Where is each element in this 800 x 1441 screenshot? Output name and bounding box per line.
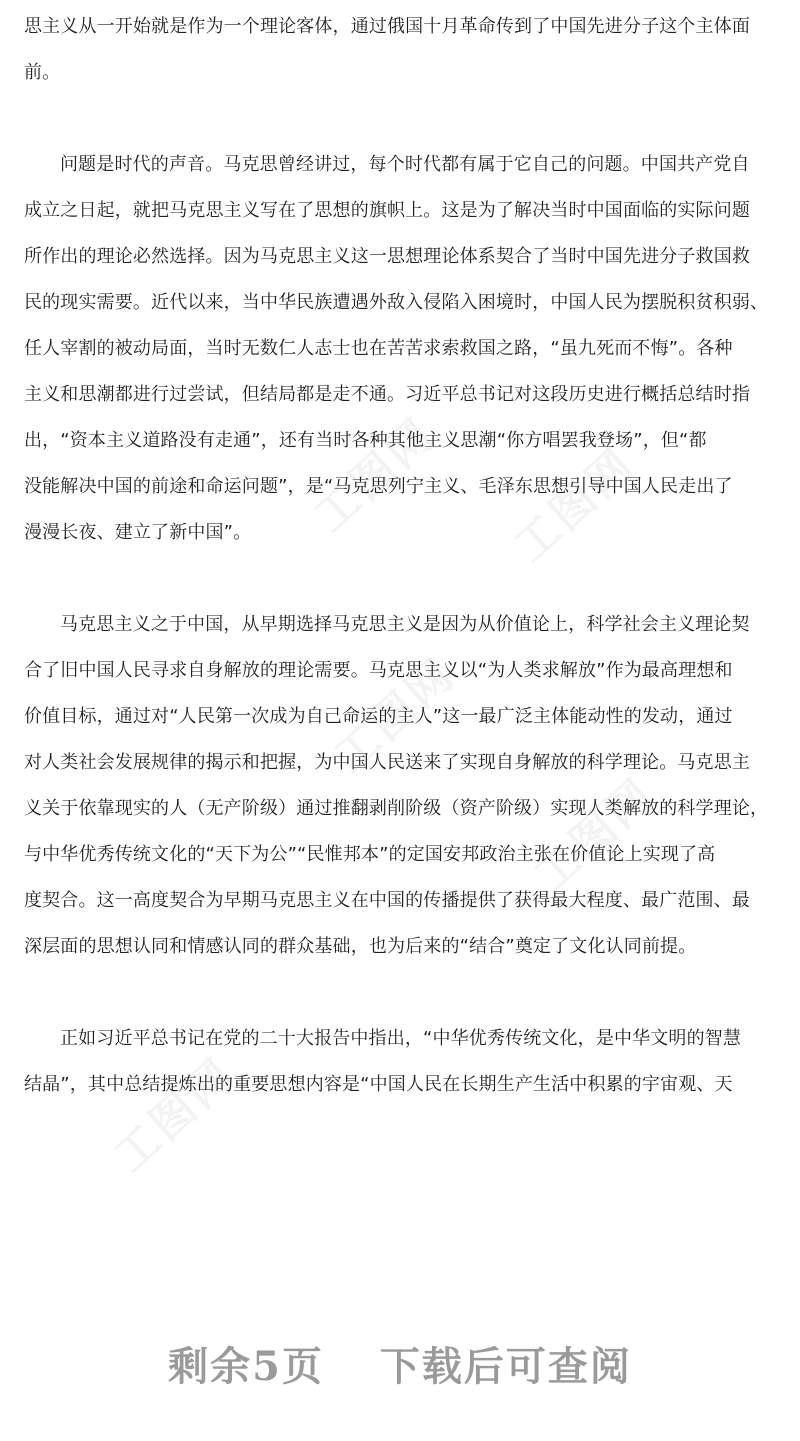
text-line: 思主义从一开始就是作为一个理论客体，通过俄国十月革命传到了中国先进分子这个主体面 bbox=[24, 16, 750, 37]
text-line: 出，“资本主义道路没有走通”，还有当时各种其他主义思潮“你方唱罢我登场”，但“都 bbox=[24, 430, 707, 451]
text-line: 主义和思潮都进行过尝试，但结局都是走不通。习近平总书记对这段历史进行概括总结时指 bbox=[24, 384, 750, 405]
text-line: 结晶”，其中总结提炼出的重要思想内容是“中国人民在长期生产生活中积累的宇宙观、天 bbox=[24, 1074, 733, 1095]
text-line: 漫漫长夜、建立了新中国”。 bbox=[24, 522, 252, 543]
text-line: 马克思主义之于中国，从早期选择马克思主义是因为从价值论上，科学社会主义理论契 bbox=[60, 614, 750, 635]
download-to-view-label[interactable]: 下载后可查阅 bbox=[379, 1343, 632, 1390]
watermark: 工图网 bbox=[304, 408, 446, 543]
text-line: 问题是时代的声音。马克思曾经讲过，每个时代都有属于它自己的问题。中国共产党自 bbox=[60, 154, 750, 175]
download-prompt-banner[interactable] bbox=[0, 1335, 800, 1392]
text-line: 义关于依靠现实的人（无产阶级）通过推翻剥削阶级（资产阶级）实现人类解放的科学理论， bbox=[24, 798, 769, 819]
paragraph-1 bbox=[24, 4, 776, 96]
paragraph-4 bbox=[24, 1016, 776, 1108]
text-line: 价值目标，通过对“人民第一次成为自己命运的主人”这一最广泛主体能动性的发动，通过 bbox=[24, 706, 733, 727]
watermark: 工图网 bbox=[504, 438, 646, 573]
remaining-pages-label[interactable]: 剩余5页 bbox=[168, 1343, 324, 1390]
text-line: 与中华优秀传统文化的“天下为公”“民惟邦本”的定国安邦政治主张在价值论上实现了高 bbox=[24, 844, 716, 865]
text-line: 成立之日起，就把马克思主义写在了思想的旗帜上。这是为了解决当时中国面临的实际问题 bbox=[24, 200, 750, 221]
text-line: 任人宰割的被动局面，当时无数仁人志士也在苦苦求索救国之路，“虽九死而不悔”。各种 bbox=[24, 338, 733, 359]
text-line: 所作出的理论必然选择。因为马克思主义这一思想理论体系契合了当时中国先进分子救国救 bbox=[24, 246, 750, 267]
text-line: 深层面的思想认同和情感认同的群众基础，也为后来的“结合”奠定了文化认同前提。 bbox=[24, 936, 697, 957]
text-line: 没能解决中国的前途和命运问题”，是“马克思列宁主义、毛泽东思想引导中国人民走出了 bbox=[24, 476, 733, 497]
text-line: 前。 bbox=[24, 62, 61, 83]
document-body bbox=[24, 4, 776, 1108]
paragraph-3 bbox=[24, 602, 776, 970]
text-line: 民的现实需要。近代以来，当中华民族遭遇外敌入侵陷入困境时，中国人民为摆脱积贫积弱、 bbox=[24, 292, 769, 313]
text-line: 正如习近平总书记在党的二十大报告中指出，“中华优秀传统文化，是中华文明的智慧 bbox=[60, 1028, 742, 1049]
watermark: 工图网 bbox=[324, 648, 466, 783]
watermark: 工图网 bbox=[104, 1048, 246, 1183]
text-line: 对人类社会发展规律的揭示和把握，为中国人民送来了实现自身解放的科学理论。马克思主 bbox=[24, 752, 750, 773]
text-line: 合了旧中国人民寻求自身解放的理论需要。马克思主义以“为人类求解放”作为最高理想和 bbox=[24, 660, 733, 681]
paragraph-2 bbox=[24, 142, 776, 556]
watermark: 工图网 bbox=[524, 768, 666, 903]
text-line: 度契合。这一高度契合为早期马克思主义在中国的传播提供了获得最大程度、最广范围、最 bbox=[24, 890, 750, 911]
